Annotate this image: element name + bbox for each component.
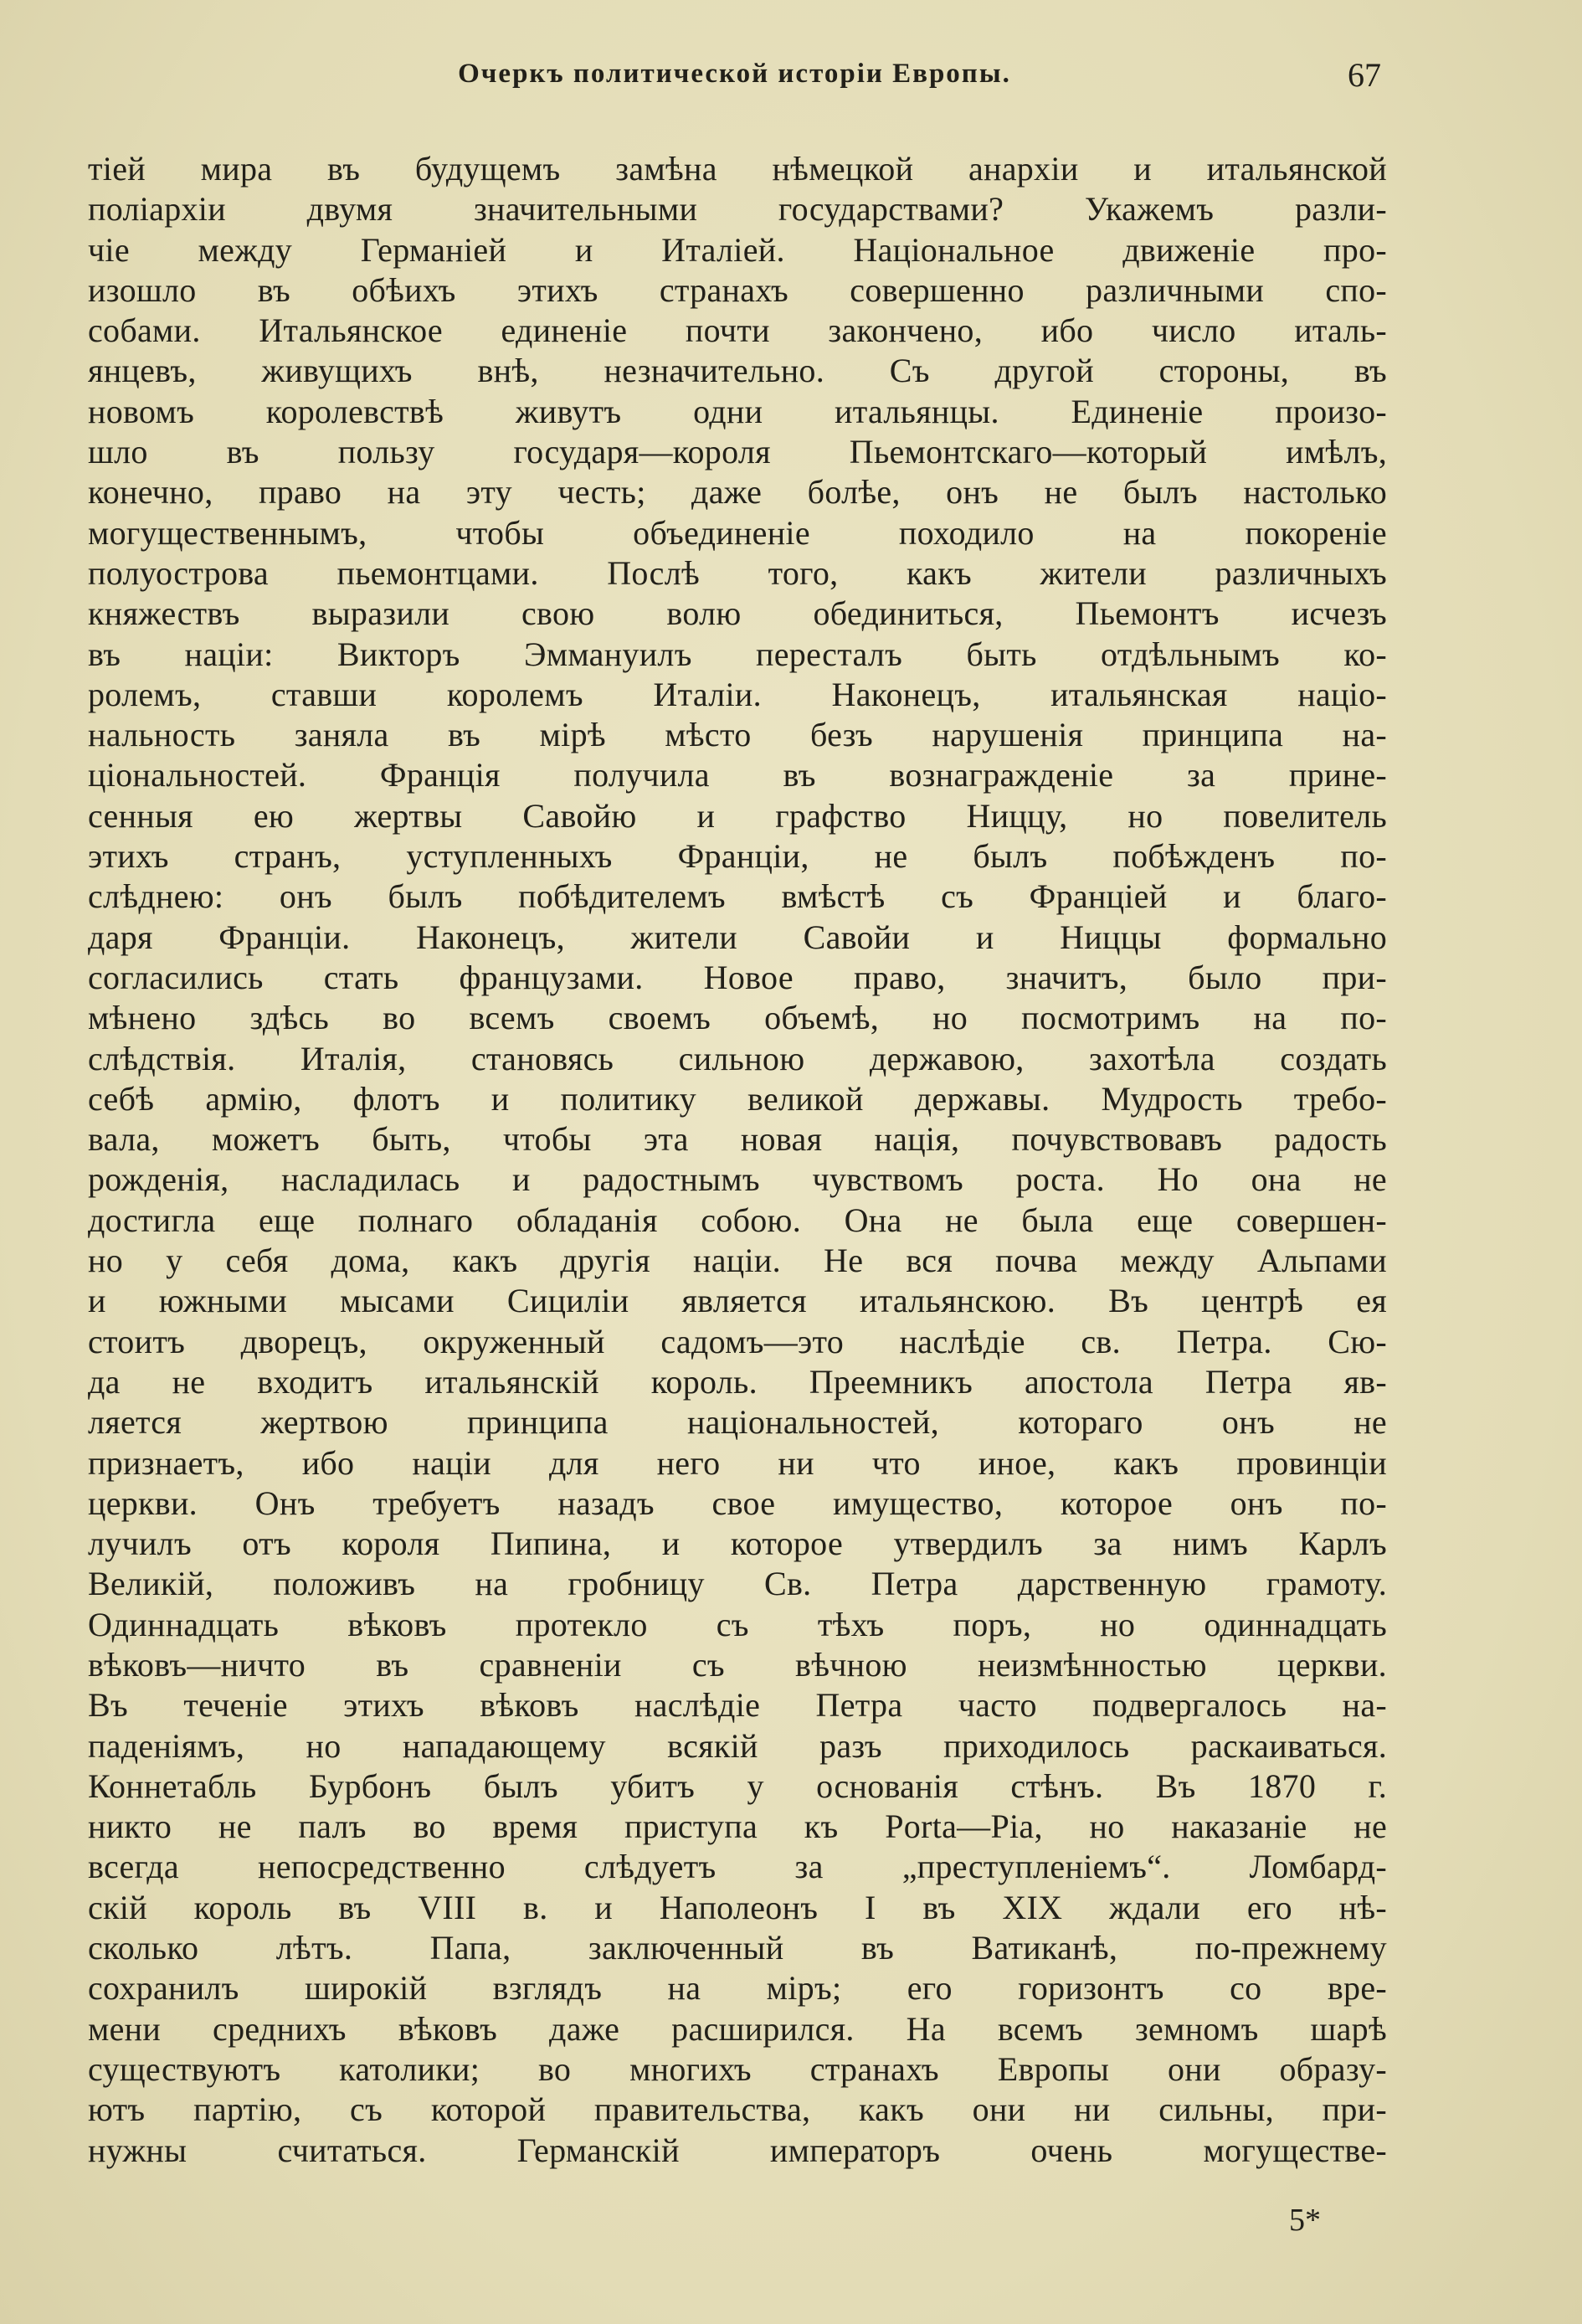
text-line: чіе между Германіей и Италіей. Національное движеніе про- [88, 230, 1387, 269]
text-line: признаетъ, ибо націи для него ни что иное, какъ провинціи [88, 1443, 1387, 1482]
text-line: стоитъ дворецъ, окруженный садомъ—это наслѣдіе св. Петра. Сю- [88, 1322, 1387, 1360]
text-line: нужны считаться. Германскій императоръ очень могуществе- [88, 2131, 1387, 2169]
text-line: но у себя дома, какъ другія націи. Не вся почва между Альпами [88, 1242, 1387, 1280]
text-line: достигла еще полнаго обладанія собою. Она не была еще совершен- [88, 1201, 1387, 1239]
text-line: мени среднихъ вѣковъ даже расширился. На всемъ земномъ шарѣ [88, 2009, 1387, 2048]
text-line: существуютъ католики; во многихъ странахъ Европы они образу- [88, 2049, 1387, 2088]
text-line: конечно, право на эту честь; даже болѣе, онъ не былъ настолько [88, 473, 1387, 512]
text-line: паденіямъ, но нападающему всякій разъ приходилось раскаиваться. [88, 1726, 1387, 1765]
text-line: лучилъ отъ короля Пипина, и которое утвердилъ за нимъ Карлъ [88, 1524, 1387, 1563]
text-line: Коннетабль Бурбонъ былъ убитъ у основанія стѣнъ. Въ 1870 г. [88, 1766, 1387, 1805]
text-line: полуострова пьемонтцами. Послѣ того, какъ жители различныхъ [88, 553, 1387, 592]
text-line: княжествъ выразили свою волю обединиться, Пьемонтъ исчезъ [88, 594, 1387, 633]
text-line: этихъ странъ, уступленныхъ Франціи, не былъ побѣжденъ по- [88, 837, 1387, 876]
text-line: согласились стать французами. Новое право, значитъ, было при- [88, 958, 1387, 996]
text-line: церкви. Онъ требуетъ назадъ свое имущество, которое онъ по- [88, 1483, 1387, 1522]
text-line: янцевъ, живущихъ внѣ, незначительно. Съ другой стороны, въ [88, 352, 1387, 390]
text-line: Великій, положивъ на гробницу Св. Петра дарственную грамоту. [88, 1565, 1387, 1603]
text-line: мѣнено здѣсь во всемъ своемъ объемѣ, но посмотримъ на по- [88, 999, 1387, 1037]
text-line: шло въ пользу государя—короля Пьемонтскаго—который имѣлъ, [88, 433, 1387, 471]
text-line: даря Франціи. Наконецъ, жители Савойи и Ниццы формально [88, 918, 1387, 956]
text-line: ролемъ, ставши королемъ Италіи. Наконецъ, итальянская націо- [88, 675, 1387, 713]
text-line: нальность заняла въ мірѣ мѣсто безъ нарушенія принципа на- [88, 716, 1387, 754]
running-head [88, 56, 1381, 109]
text-line: новомъ королевствѣ живутъ одни итальянцы. Единеніе произо- [88, 392, 1387, 430]
text-line: собами. Итальянское единеніе почти закончено, ибо число италь- [88, 311, 1387, 350]
text-line: сохранилъ широкій взглядъ на міръ; его горизонтъ со вре- [88, 1969, 1387, 2008]
text-line: и южными мысами Сициліи является итальянскою. Въ центрѣ ея [88, 1282, 1387, 1320]
text-line: слѣднею: онъ былъ побѣдителемъ вмѣстѣ съ Франціей и благо- [88, 877, 1387, 916]
text-line: себѣ армію, флотъ и политику великой державы. Мудрость требо- [88, 1079, 1387, 1118]
text-line: скій король въ VIII в. и Наполеонъ I въ XIX ждали его нѣ- [88, 1888, 1387, 1926]
page-number: 67 [1348, 56, 1381, 94]
running-title: Очеркъ политической исторіи Европы. [458, 59, 1011, 89]
text-line: тіей мира въ будущемъ замѣна нѣмецкой анархіи и итальянской [88, 150, 1387, 188]
text-line: слѣдствія. Италія, становясь сильною державою, захотѣла создать [88, 1039, 1387, 1077]
text-line: всегда непосредственно слѣдуетъ за „преступленіемъ“. Ломбард- [88, 1848, 1387, 1886]
text-line: Одиннадцать вѣковъ протекло съ тѣхъ поръ, но одиннадцать [88, 1605, 1387, 1643]
text-line: никто не палъ во время приступа къ Porta—Pia, но наказаніе не [88, 1807, 1387, 1846]
text-line: сенныя ею жертвы Савойю и графство Ниццу, но повелитель [88, 796, 1387, 835]
text-line: Въ теченіе этихъ вѣковъ наслѣдіе Петра часто подвергалось на- [88, 1686, 1387, 1725]
signature-mark: 5* [1289, 2203, 1321, 2238]
text-line: ютъ партію, съ которой правительства, какъ они ни сильны, при- [88, 2090, 1387, 2129]
text-line: могущественнымъ, чтобы объединеніе походило на покореніе [88, 513, 1387, 552]
body-text [88, 149, 1387, 2171]
text-line: вѣковъ—ничто въ сравненіи съ вѣчною неизмѣнностью церкви. [88, 1645, 1387, 1684]
text-line: ляется жертвою принципа національностей, котораго онъ не [88, 1403, 1387, 1442]
text-line: ціональностей. Франція получила въ вознагражденіе за прине- [88, 756, 1387, 794]
text-line: сколько лѣтъ. Папа, заключенный въ Ватиканѣ, по-прежнему [88, 1929, 1387, 1967]
text-line: въ націи: Викторъ Эммануилъ пересталъ быть отдѣльнымъ ко- [88, 635, 1387, 673]
text-line: вала, можетъ быть, чтобы эта новая нація, почувствовавъ радость [88, 1120, 1387, 1159]
text-line: да не входитъ итальянскій король. Преемникъ апостола Петра яв- [88, 1362, 1387, 1401]
text-line: рожденія, насладилась и радостнымъ чувствомъ роста. Но она не [88, 1160, 1387, 1199]
text-line: изошло въ обѣихъ этихъ странахъ совершенно различными спо- [88, 270, 1387, 309]
text-line: поліархіи двумя значительными государствами? Укажемъ разли- [88, 190, 1387, 229]
